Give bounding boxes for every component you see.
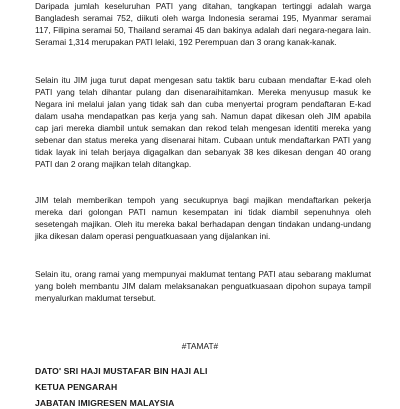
paragraph-public-appeal: Selain itu, orang ramai yang mempunyai maklumat tentang PATI atau sebarang maklumat yang boleh membantu JIM dalam melaksanakan penguatkuasaan dipohon supaya tampil menyalurkan maklumat tersebut.: [35, 269, 371, 303]
signatory-name: DATO' SRI HAJI MUSTAFAR BIN HAJI ALI: [35, 366, 208, 376]
signatory-title: KETUA PENGARAH: [35, 382, 118, 392]
signatory-department: JABATAN IMIGRESEN MALAYSIA: [35, 398, 175, 408]
paragraph-arrest-statistics: Daripada jumlah keseluruhan PATI yang ditahan, tangkapan tertinggi adalah warga Bangladesh seramai 752, diikuti oleh warga Indonesia seramai 195, Myanmar seramai 117, Filipina seramai 50, Thailand seramai 45 dan bakinya adalah dari negara-negara lain. Seramai 1,314 merupakan PATI lelaki, 192 Perempuan dan 3 orang kanak-kanak.: [35, 1, 371, 47]
paragraph-employer-warning: JIM telah memberikan tempoh yang secukupnya bagi majikan mendaftarkan pekerja mereka dari golongan PATI namun kesempatan ini tidak diambil sepenuhnya oleh sesetengah majikan. Oleh itu mereka bakal berhadapan dengan tindakan undang-undang jika dikesan dalam operasi penguatkuasaan yang dijalankan ini.: [35, 195, 371, 241]
end-marker: #TAMAT#: [181, 341, 219, 351]
paragraph-ekad-tactic: Selain itu JIM juga turut dapat mengesan satu taktik baru cubaan mendaftar E-kad oleh PATI yang telah dihantar pulang dan disenaraihitamkan. Mereka menyusup masuk ke Negara ini melalui jalan yang tidak sah dan cuba menyertai program pendaftaran E-kad dalam usaha mendapatkan pas kerja yang sah. Namun dapat dikesan oleh JIM apabila cap jari mereka diambil untuk semakan dan rekod telah mengesan identiti mereka yang sebenar dan status mereka yang disenarai hitam. Cubaan untuk mendaftarkan PATI yang tidak layak ini telah berjaya digagalkan dan sebanyak 38 kes dikesan dengan 40 orang PATI dan 2 orang majikan telah ditangkap.: [35, 75, 371, 169]
